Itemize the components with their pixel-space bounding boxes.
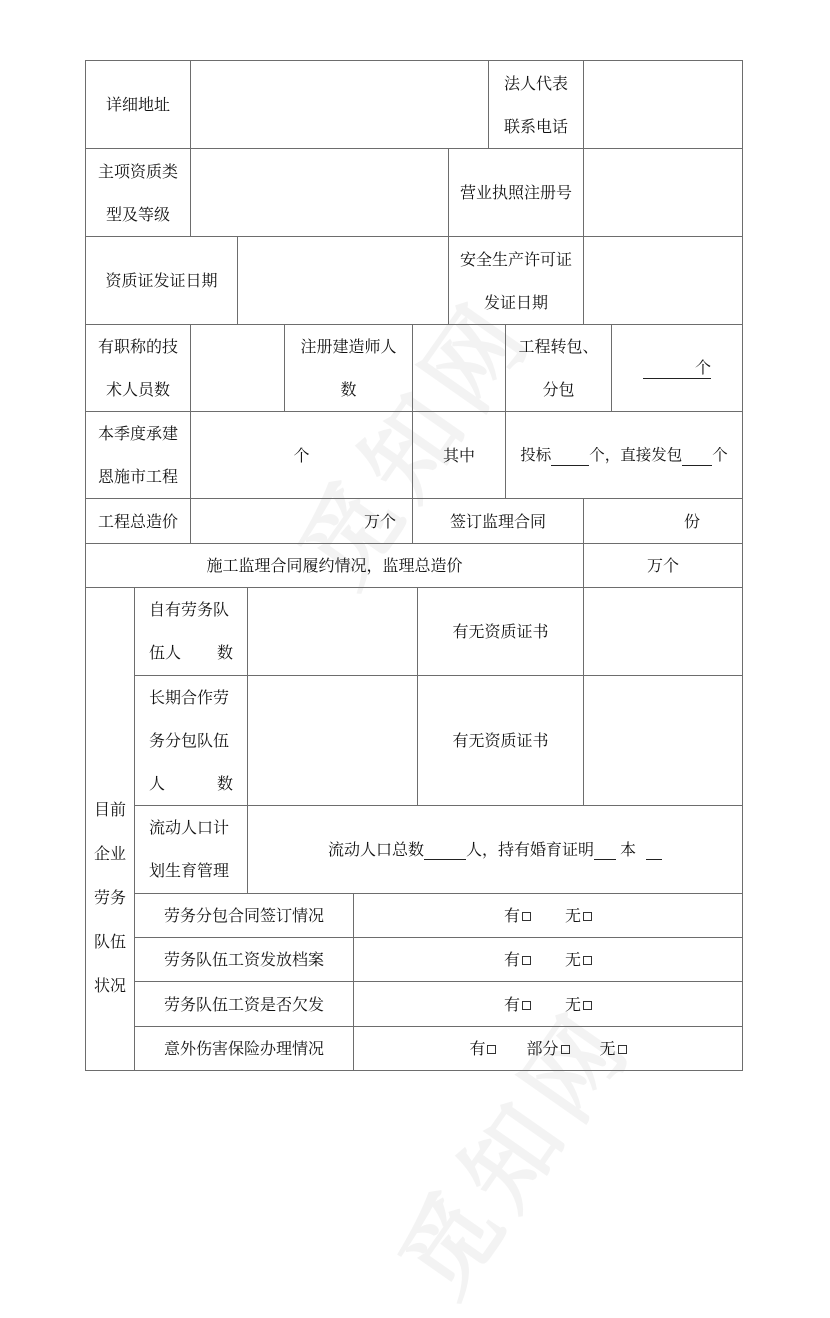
long-term-cert-label: 有无资质证书 xyxy=(417,675,584,806)
quarter-unit: 个 xyxy=(293,445,310,465)
insurance-label: 意外伤害保险办理情况 xyxy=(134,1026,354,1071)
labor-group-line4: 队伍 xyxy=(93,932,126,951)
total-cost-value[interactable] xyxy=(190,498,413,544)
insurance-options xyxy=(353,1026,743,1071)
labor-group-line2: 企业 xyxy=(93,844,126,863)
qual-date-value[interactable] xyxy=(237,236,449,325)
wage-archive-options xyxy=(353,937,743,982)
safety-label-line2: 发证日期 xyxy=(483,292,548,312)
contract-sign-no-label: 无 xyxy=(565,906,582,925)
contract-sign-label: 劳务分包合同签订情况 xyxy=(134,893,354,938)
insurance-no-label: 无 xyxy=(599,1039,616,1058)
labor-group-line3: 劳务 xyxy=(93,888,126,907)
tech-staff-label-line1: 有职称的技 xyxy=(97,337,178,356)
marriage-cert-blank[interactable] xyxy=(594,839,616,860)
checkbox-icon[interactable] xyxy=(561,1045,570,1054)
own-team-line2-a: 伍人 xyxy=(149,643,182,662)
subcontract-unit: 个 xyxy=(694,357,711,377)
architects-label xyxy=(284,324,413,412)
subcontract-value[interactable] xyxy=(611,324,743,412)
sign-contract-value[interactable] xyxy=(583,498,743,544)
contract-sign-yes-label: 有 xyxy=(503,906,520,925)
quarter-label-line2: 恩施市工程 xyxy=(97,467,178,486)
contract-sign-no[interactable] xyxy=(565,894,592,937)
qual-type-label-line2: 型及等级 xyxy=(105,204,170,224)
legal-rep-label-line2: 联系电话 xyxy=(503,116,568,136)
floating-line2: 划生育管理 xyxy=(149,861,230,880)
contract-sign-options xyxy=(353,893,743,938)
subcontract-label-line2: 分包 xyxy=(542,380,575,399)
total-cost-label: 工程总造价 xyxy=(85,498,191,544)
own-team-line2-b: 数 xyxy=(216,643,233,662)
long-term-line3-b: 数 xyxy=(216,774,233,793)
long-term-value[interactable] xyxy=(247,675,418,806)
wage-archive-no-label: 无 xyxy=(565,950,582,969)
sign-contract-unit: 份 xyxy=(683,511,700,531)
qual-type-label xyxy=(85,148,191,237)
floating-total-blank[interactable] xyxy=(424,839,466,860)
checkbox-icon[interactable] xyxy=(583,912,592,921)
performance-value[interactable] xyxy=(583,543,743,588)
wage-arrears-yes[interactable] xyxy=(504,983,531,1026)
floating-label xyxy=(134,805,248,894)
checkbox-icon[interactable] xyxy=(522,912,531,921)
subcontract-count-blank[interactable] xyxy=(643,358,711,379)
checkbox-icon[interactable] xyxy=(522,956,531,965)
labor-group-line5: 状况 xyxy=(93,976,126,995)
insurance-no[interactable] xyxy=(600,1027,627,1070)
tech-staff-value[interactable] xyxy=(190,324,285,412)
floating-value[interactable] xyxy=(247,805,743,894)
performance-label: 施工监理合同履约情况，监理总造价 xyxy=(85,543,584,588)
wage-arrears-options xyxy=(353,981,743,1027)
insurance-partial-label: 部分 xyxy=(526,1039,559,1058)
floating-mid-label: 人，持有婚育证明 xyxy=(465,840,594,859)
address-value[interactable] xyxy=(190,60,489,149)
legal-rep-label-line1: 法人代表 xyxy=(503,73,568,93)
labor-group-label xyxy=(85,587,135,1071)
insurance-yes-label: 有 xyxy=(469,1039,486,1058)
direct-count-blank[interactable] xyxy=(682,445,712,466)
insurance-partial[interactable] xyxy=(526,1027,569,1070)
wage-archive-yes[interactable] xyxy=(504,938,531,981)
own-team-cert-value[interactable] xyxy=(583,587,743,676)
own-team-line1: 自有劳务队 xyxy=(149,600,230,619)
license-label: 营业执照注册号 xyxy=(448,148,584,237)
checkbox-icon[interactable] xyxy=(583,1001,592,1010)
qual-type-value[interactable] xyxy=(190,148,449,237)
safety-label xyxy=(448,236,584,325)
safety-value[interactable] xyxy=(583,236,743,325)
address-label: 详细地址 xyxy=(85,60,191,149)
checkbox-icon[interactable] xyxy=(487,1045,496,1054)
performance-unit: 万个 xyxy=(646,556,679,575)
bid-count-blank[interactable] xyxy=(551,445,589,466)
total-cost-unit: 万个 xyxy=(363,511,396,531)
among-label: 其中 xyxy=(412,411,506,499)
long-term-label xyxy=(134,675,248,806)
checkbox-icon[interactable] xyxy=(618,1045,627,1054)
tech-staff-label xyxy=(85,324,191,412)
wage-arrears-no[interactable] xyxy=(565,983,592,1026)
architects-label-line2: 数 xyxy=(340,380,357,399)
safety-label-line1: 安全生产许可证 xyxy=(459,249,572,269)
contract-sign-yes[interactable] xyxy=(504,894,531,937)
architects-value[interactable] xyxy=(412,324,506,412)
long-term-line1: 长期合作劳 xyxy=(149,688,230,707)
tech-staff-label-line2: 术人员数 xyxy=(105,380,170,399)
wage-arrears-label: 劳务队伍工资是否欠发 xyxy=(134,981,354,1027)
quarter-label-line1: 本季度承建 xyxy=(97,424,178,443)
legal-rep-label xyxy=(488,60,584,149)
wage-archive-yes-label: 有 xyxy=(503,950,520,969)
long-term-cert-value[interactable] xyxy=(583,675,743,806)
long-term-line3 xyxy=(149,762,233,805)
quarter-label xyxy=(85,411,191,499)
checkbox-icon[interactable] xyxy=(583,956,592,965)
legal-rep-value[interactable] xyxy=(583,60,743,149)
own-team-label xyxy=(134,587,248,676)
sign-contract-label: 签订监理合同 xyxy=(412,498,584,544)
subcontract-label-line1: 工程转包、 xyxy=(518,337,599,356)
floating-ben-label: 本 xyxy=(620,840,637,859)
long-term-line3-a: 人 xyxy=(149,774,166,793)
qual-type-label-line1: 主项资质类 xyxy=(97,161,178,181)
bid-unit-direct-label: 个，直接发包 xyxy=(589,445,683,464)
architects-label-line1: 注册建造师人 xyxy=(300,337,397,356)
direct-unit: 个 xyxy=(712,445,728,464)
long-term-line2: 务分包队伍 xyxy=(149,731,230,750)
wage-archive-no[interactable] xyxy=(565,938,592,981)
floating-line1: 流动人口计 xyxy=(149,818,230,837)
floating-trailing-blank[interactable] xyxy=(646,839,662,860)
own-team-line2 xyxy=(149,631,233,674)
insurance-yes[interactable] xyxy=(469,1027,496,1070)
license-value[interactable] xyxy=(583,148,743,237)
wage-archive-label: 劳务队伍工资发放档案 xyxy=(134,937,354,982)
checkbox-icon[interactable] xyxy=(522,1001,531,1010)
bid-breakdown[interactable] xyxy=(505,411,743,499)
own-team-cert-label: 有无资质证书 xyxy=(417,587,584,676)
bid-label: 投标 xyxy=(520,445,552,464)
own-team-value[interactable] xyxy=(247,587,418,676)
labor-group-line1: 目前 xyxy=(93,800,126,819)
subcontract-label xyxy=(505,324,612,412)
wage-arrears-yes-label: 有 xyxy=(503,994,520,1014)
quarter-value[interactable] xyxy=(190,411,413,499)
floating-total-label: 流动人口总数 xyxy=(327,840,424,859)
wage-arrears-no-label: 无 xyxy=(565,994,582,1014)
qual-date-label: 资质证发证日期 xyxy=(85,236,238,325)
